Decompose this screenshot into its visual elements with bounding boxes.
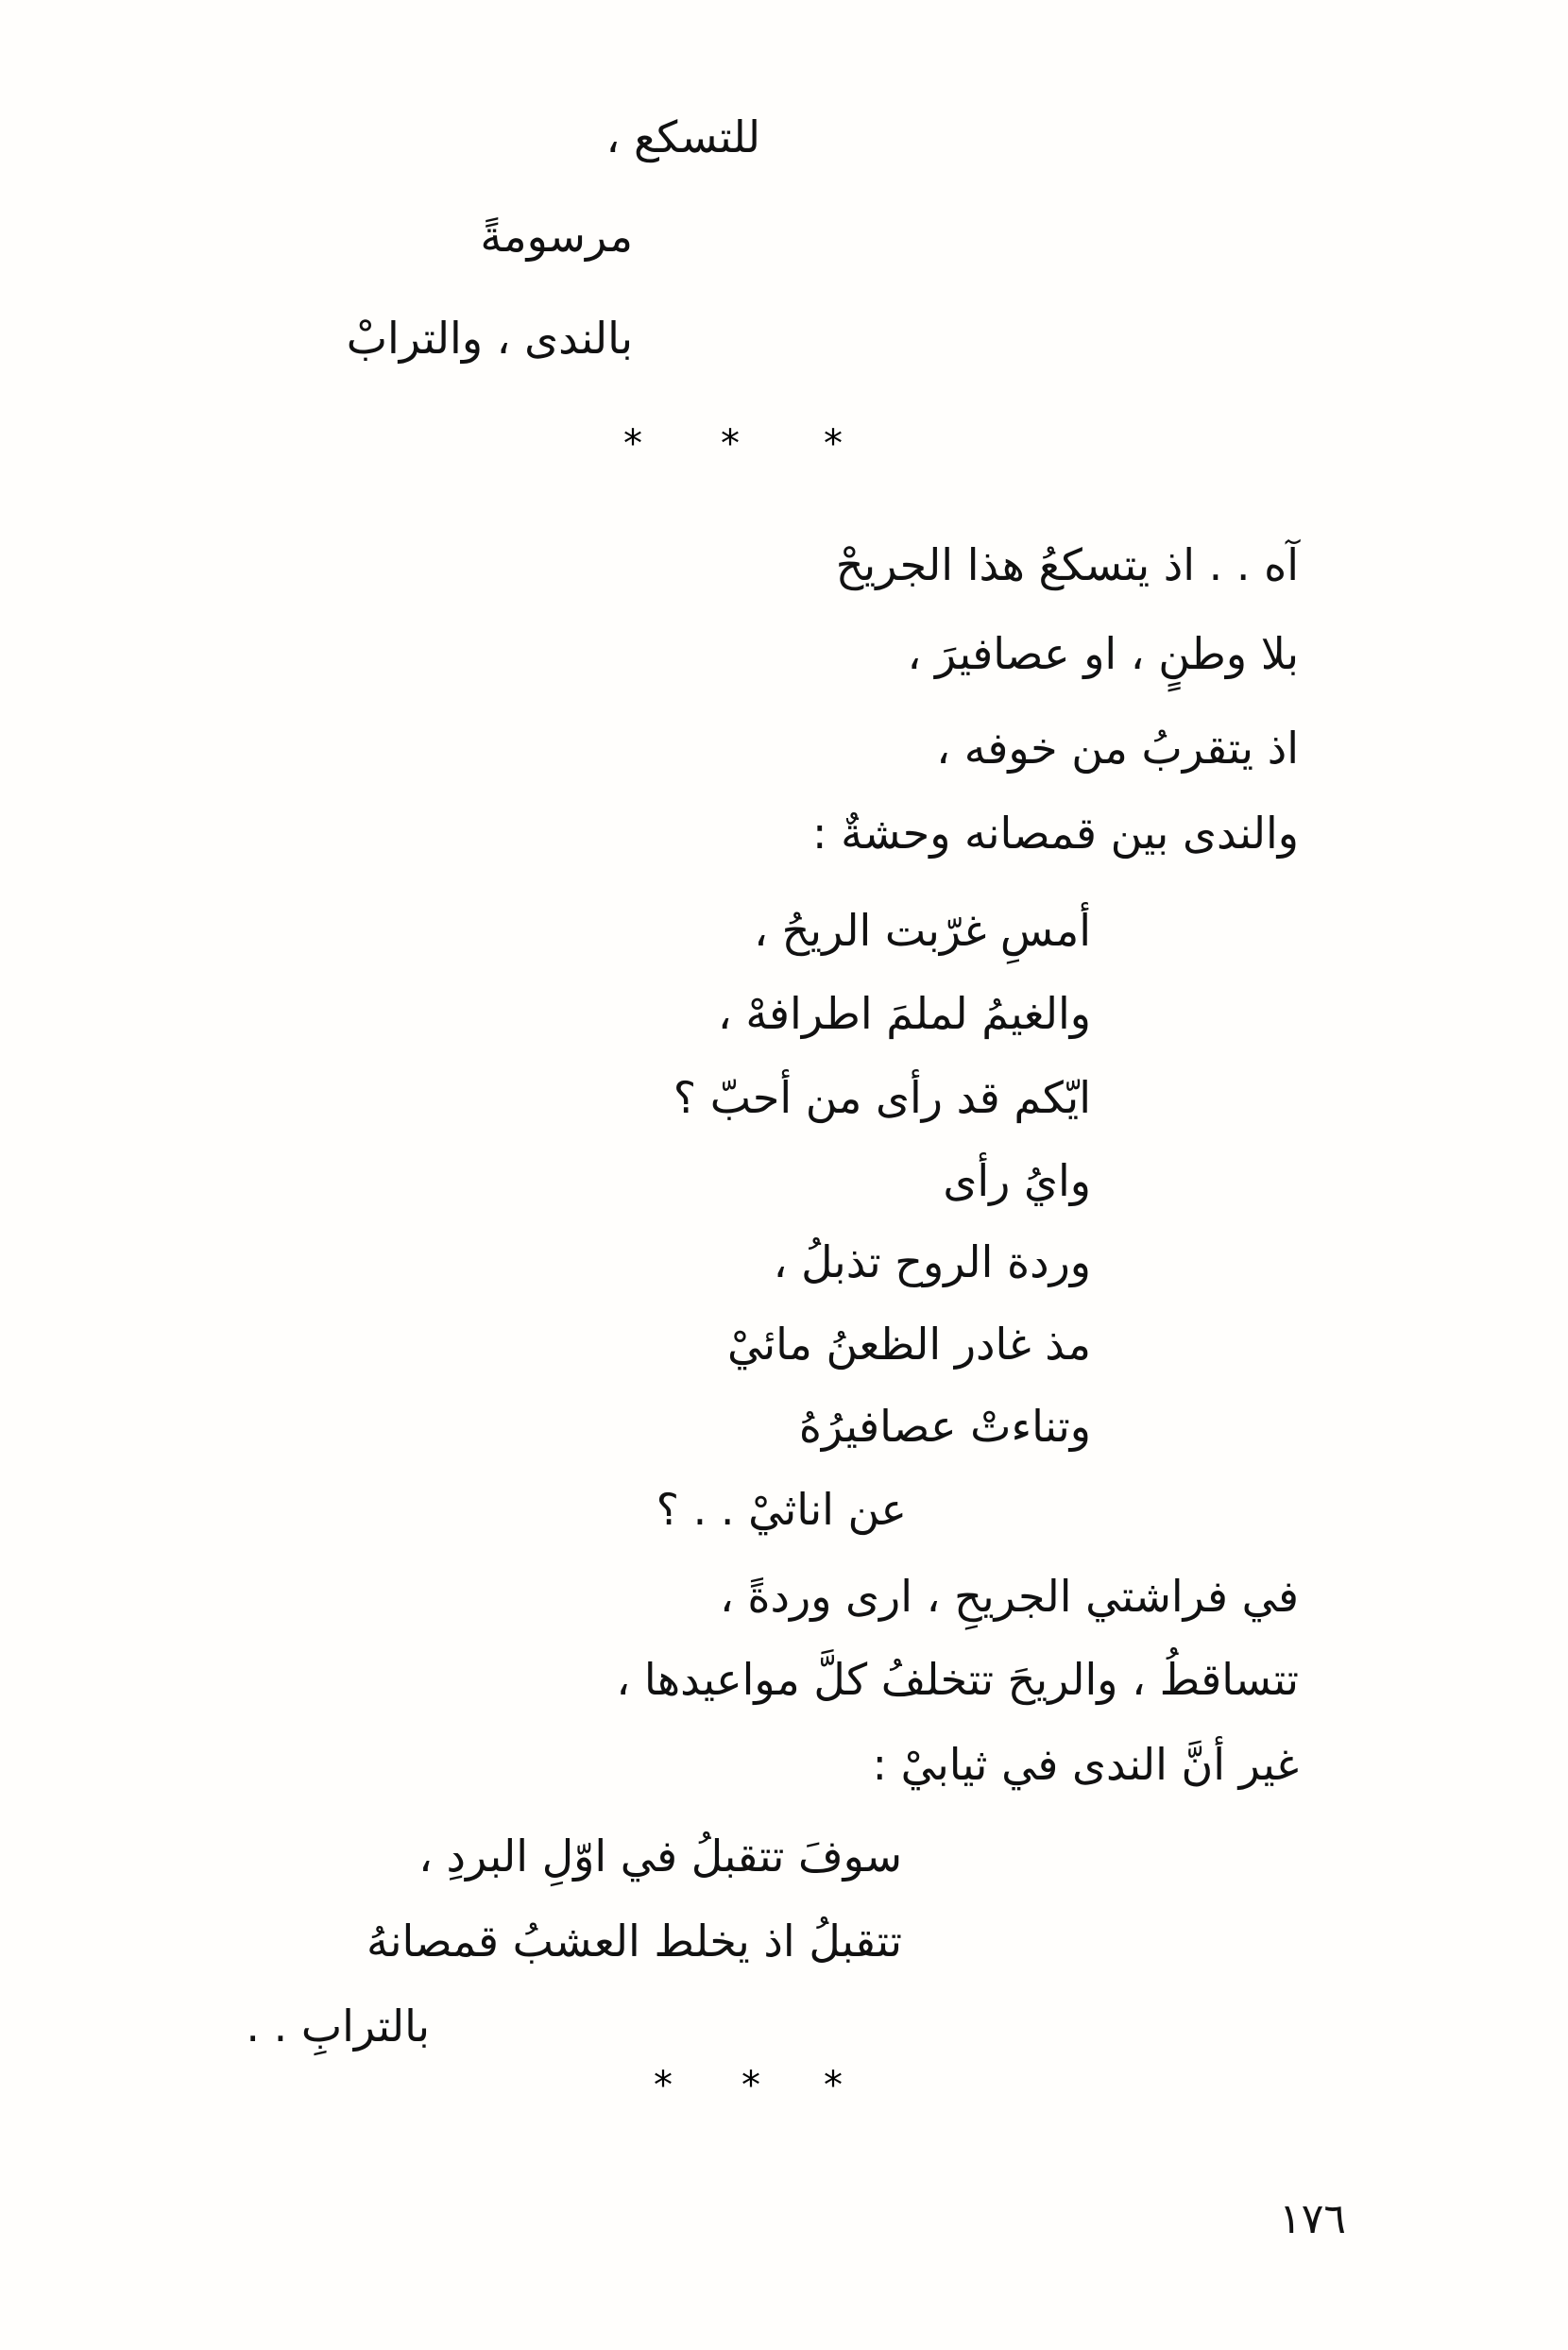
poem-line: أمسِ غرّبت الريحُ ، bbox=[754, 905, 1091, 956]
asterisk-icon: * bbox=[824, 422, 843, 466]
poem-line: غير أنَّ الندى في ثيابيْ : bbox=[872, 1739, 1299, 1790]
poem-line: ايّكم قد رأى من أحبّ ؟ bbox=[673, 1072, 1091, 1123]
poem-line: بالترابِ . . bbox=[246, 2001, 430, 2052]
poem-line: عن اناثيْ . . ؟ bbox=[656, 1484, 907, 1535]
poem-line: وتناءتْ عصافيرُهُ bbox=[798, 1401, 1091, 1452]
poem-line: بالندى ، والترابْ bbox=[346, 313, 633, 364]
poem-line: آه . . اذ يتسكعُ هذا الجريحْ bbox=[835, 539, 1299, 590]
poem-line: وايُ رأى bbox=[943, 1155, 1091, 1206]
poem-line: والندى بين قمصانه وحشةٌ : bbox=[811, 808, 1299, 859]
asterisk-icon: * bbox=[721, 422, 740, 466]
poem-line: وردة الروح تذبلُ ، bbox=[773, 1236, 1091, 1287]
poem-line: والغيمُ لملمَ اطرافهْ ، bbox=[717, 988, 1091, 1039]
asterisk-icon: * bbox=[654, 2064, 673, 2107]
asterisk-icon: * bbox=[741, 2064, 760, 2107]
poem-line: للتسكع ، bbox=[605, 111, 760, 162]
poem-line: اذ يتقربُ من خوفه ، bbox=[936, 723, 1299, 774]
poem-line: تتقبلُ اذ يخلط العشبُ قمصانهُ bbox=[366, 1916, 902, 1967]
poem-line: تتساقطُ ، والريحَ تتخلفُ كلَّ مواعيدها ، bbox=[616, 1654, 1299, 1705]
asterisk-icon: * bbox=[623, 422, 642, 466]
asterisk-icon: * bbox=[824, 2064, 843, 2107]
section-separator bbox=[0, 2057, 1568, 2114]
poem-line: في فراشتي الجريحِ ، ارى وردةً ، bbox=[719, 1571, 1299, 1622]
poem-line: مذ غادر الظعنُ مائيْ bbox=[727, 1319, 1091, 1370]
poem-line: بلا وطنٍ ، او عصافيرَ ، bbox=[907, 628, 1299, 679]
page-number: ١٧٦ bbox=[1279, 2195, 1346, 2243]
section-separator bbox=[0, 416, 1568, 472]
poem-line: مرسومةً bbox=[480, 211, 633, 262]
poem-line: سوفَ تتقبلُ في اوّلِ البردِ ، bbox=[418, 1831, 902, 1882]
